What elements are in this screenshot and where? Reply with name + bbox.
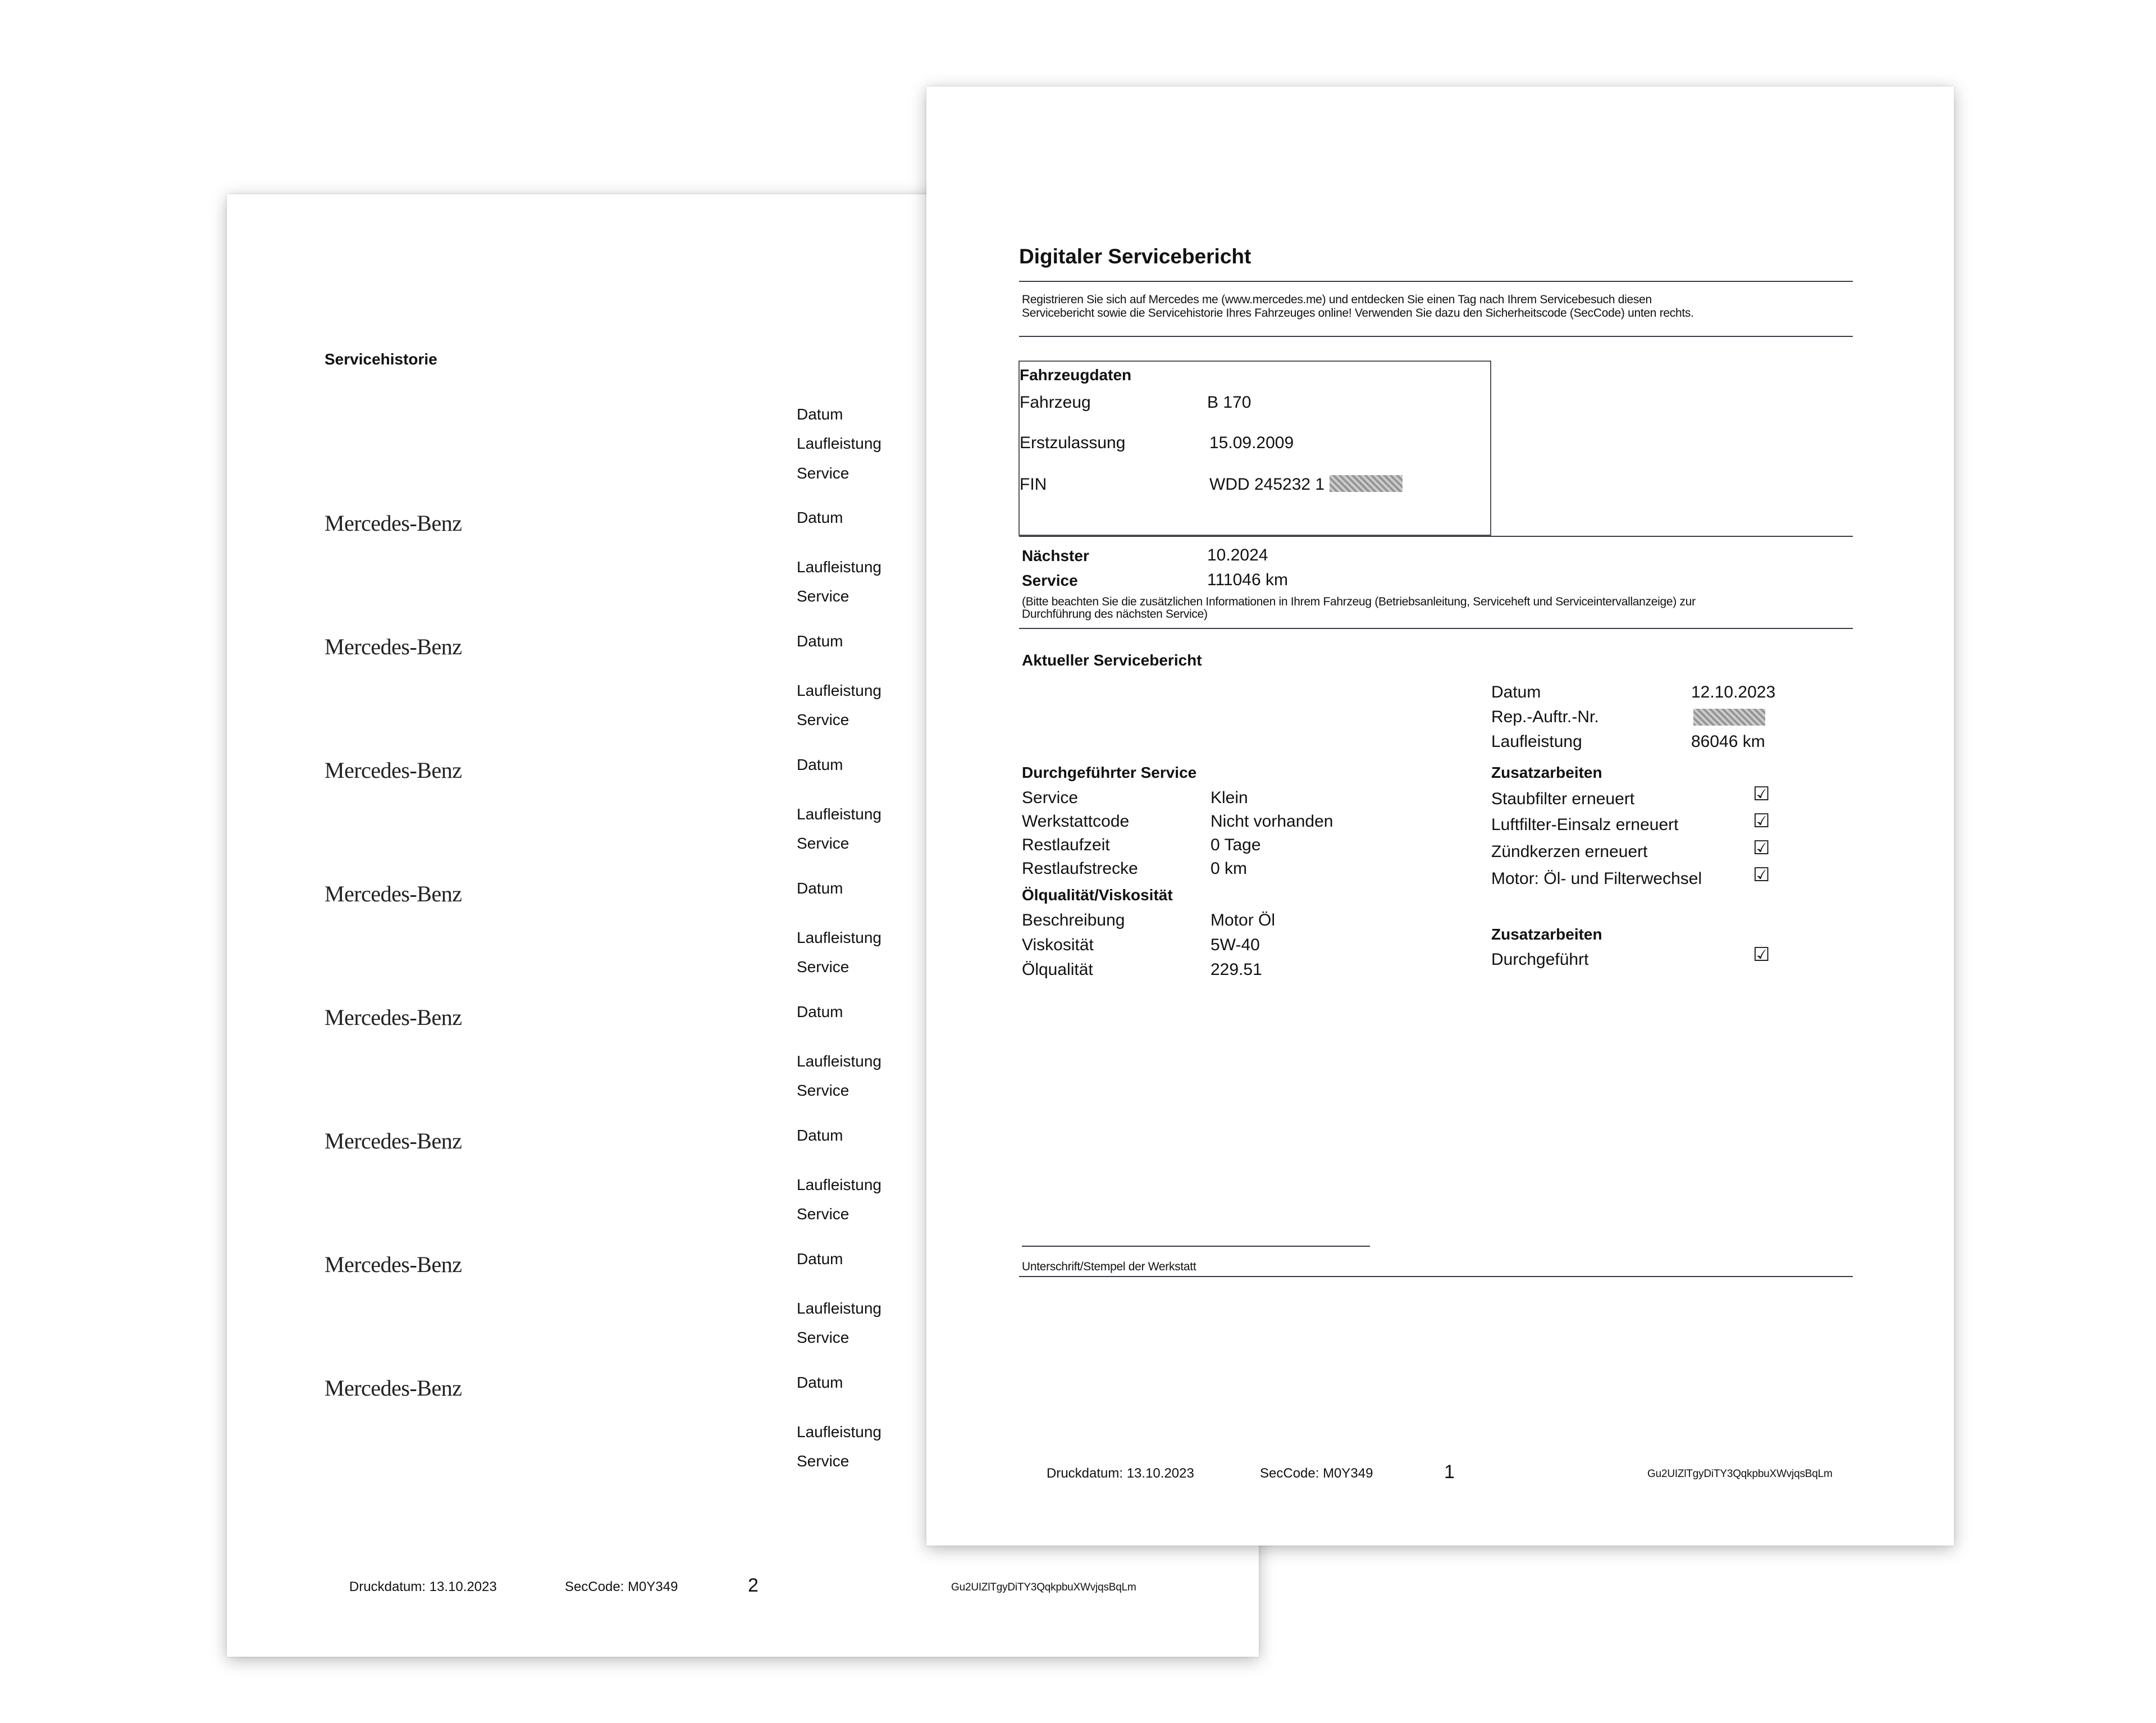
fin-redaction	[1330, 475, 1403, 492]
history-service-label: Service	[797, 464, 849, 482]
workshop-code-value: Nicht vorhanden	[1211, 812, 1333, 831]
intro-text-line2: Servicebericht sowie die Servicehistorie Ihres Fahrzeuges online! Verwenden Sie dazu den Sicherheitscode (SecCode) unten rechts.	[1022, 307, 1694, 320]
report-mileage-value: 86046 km	[1691, 732, 1765, 751]
next-service-note-line2: Durchführung des nächsten Service)	[1022, 608, 1208, 621]
additional-item: Staubfilter erneuert	[1491, 790, 1635, 808]
fin-value: WDD 245232 1	[1209, 475, 1325, 494]
remaining-time-label: Restlaufzeit	[1022, 836, 1110, 854]
intro-text-line1: Registrieren Sie sich auf Mercedes me (www.mercedes.me) und entdecken Sie einen Tag nach Ihrem Servicebesuch diesen	[1022, 293, 1652, 306]
history-mileage-label: Laufleistung	[797, 1052, 882, 1070]
history-date-label: Datum	[797, 632, 843, 650]
checkbox-checked-icon: ☑	[1753, 944, 1770, 965]
divider	[1019, 628, 1853, 629]
checkbox-checked-icon: ☑	[1753, 810, 1770, 832]
additional-work-heading-2: Zusatzarbeiten	[1491, 926, 1602, 943]
registration-value: 15.09.2009	[1209, 434, 1294, 452]
additional-item: Luftfilter-Einsalz erneuert	[1491, 815, 1679, 834]
remaining-distance-label: Restlaufstrecke	[1022, 859, 1138, 878]
additional-work-heading: Zusatzarbeiten	[1491, 764, 1602, 781]
history-date-label: Datum	[797, 1127, 843, 1144]
workshop-code-label: Werkstattcode	[1022, 812, 1130, 831]
page-number: 1	[1444, 1461, 1455, 1483]
viscosity-label: Viskosität	[1022, 936, 1094, 954]
next-service-label-2: Service	[1022, 572, 1078, 589]
page-number: 2	[748, 1575, 759, 1596]
mercedes-benz-logo: Mercedes-Benz	[325, 510, 462, 536]
security-hash: Gu2UIZlTgyDiTY3QqkpbuXWvjqsBqLm	[1647, 1468, 1833, 1480]
divider	[1019, 281, 1853, 282]
oil-quality-value: 229.51	[1211, 960, 1262, 979]
service-label: Service	[1022, 788, 1079, 807]
signature-line	[1022, 1246, 1370, 1247]
history-mileage-label: Laufleistung	[797, 929, 882, 946]
service-value: Klein	[1211, 788, 1248, 807]
order-number-label: Rep.-Auftr.-Nr.	[1491, 708, 1599, 726]
next-service-label-1: Nächster	[1022, 547, 1089, 564]
history-service-label: Service	[797, 835, 849, 852]
history-mileage-label: Laufleistung	[797, 805, 882, 823]
vehicle-data-heading: Fahrzeugdaten	[1020, 366, 1132, 384]
remaining-time-value: 0 Tage	[1211, 836, 1261, 854]
print-date: Druckdatum: 13.10.2023	[1047, 1466, 1194, 1481]
performed-service-heading: Durchgeführter Service	[1022, 764, 1197, 781]
mercedes-benz-logo: Mercedes-Benz	[325, 1375, 462, 1401]
history-mileage-label: Laufleistung	[797, 435, 882, 452]
performed-item: Durchgeführt	[1491, 950, 1589, 969]
seccode: SecCode: M0Y349	[1260, 1466, 1373, 1481]
history-date-label: Datum	[797, 756, 843, 773]
history-service-label: Service	[797, 1329, 849, 1346]
history-service-label: Service	[797, 711, 849, 728]
service-report-page	[926, 86, 1954, 1546]
history-date-label: Datum	[797, 1374, 843, 1391]
print-date: Druckdatum: 13.10.2023	[349, 1579, 497, 1594]
additional-item: Zündkerzen erneuert	[1491, 842, 1648, 861]
history-mileage-label: Laufleistung	[797, 682, 882, 699]
history-mileage-label: Laufleistung	[797, 1176, 882, 1193]
service-history-title: Servicehistorie	[325, 350, 437, 368]
report-date-label: Datum	[1491, 683, 1541, 701]
divider	[1019, 1276, 1853, 1277]
next-service-date: 10.2024	[1207, 546, 1268, 564]
remaining-distance-value: 0 km	[1211, 859, 1248, 878]
order-number-redaction	[1693, 709, 1765, 726]
divider	[1019, 336, 1853, 337]
signature-label: Unterschrift/Stempel der Werkstatt	[1022, 1260, 1196, 1273]
history-mileage-label: Laufleistung	[797, 558, 882, 576]
registration-label: Erstzulassung	[1020, 434, 1126, 452]
oil-quality-label: Ölqualität	[1022, 960, 1093, 979]
next-service-note-line1: (Bitte beachten Sie die zusätzlichen Informationen in Ihrem Fahrzeug (Betriebsanleitung, Serviceheft und Serviceintervallanzeige) zur	[1022, 595, 1696, 608]
history-mileage-label: Laufleistung	[797, 1300, 882, 1317]
mercedes-benz-logo: Mercedes-Benz	[325, 634, 462, 659]
additional-item: Motor: Öl- und Filterwechsel	[1491, 869, 1702, 888]
mercedes-benz-logo: Mercedes-Benz	[325, 758, 462, 783]
history-service-label: Service	[797, 587, 849, 605]
current-report-heading: Aktueller Servicebericht	[1022, 651, 1202, 669]
oil-heading: Ölqualität/Viskosität	[1022, 886, 1173, 904]
history-date-label: Datum	[797, 1003, 843, 1020]
history-service-label: Service	[797, 1205, 849, 1223]
vehicle-label: Fahrzeug	[1020, 393, 1091, 412]
history-mileage-label: Laufleistung	[797, 1423, 882, 1441]
mercedes-benz-logo: Mercedes-Benz	[325, 1128, 462, 1154]
report-mileage-label: Laufleistung	[1491, 732, 1582, 751]
mercedes-benz-logo: Mercedes-Benz	[325, 881, 462, 906]
vehicle-value: B 170	[1207, 393, 1251, 412]
divider	[1019, 536, 1853, 537]
seccode: SecCode: M0Y349	[565, 1579, 678, 1594]
fin-label: FIN	[1020, 475, 1047, 494]
history-service-label: Service	[797, 1082, 849, 1099]
mercedes-benz-logo: Mercedes-Benz	[325, 1252, 462, 1277]
oil-description-label: Beschreibung	[1022, 911, 1125, 929]
history-date-label: Datum	[797, 509, 843, 526]
security-hash: Gu2UIZlTgyDiTY3QqkpbuXWvjqsBqLm	[951, 1581, 1136, 1593]
checkbox-checked-icon: ☑	[1753, 837, 1770, 859]
mercedes-benz-logo: Mercedes-Benz	[325, 1005, 462, 1030]
next-service-mileage: 111046 km	[1207, 571, 1288, 589]
history-service-label: Service	[797, 1452, 849, 1470]
checkbox-checked-icon: ☑	[1753, 783, 1770, 805]
viscosity-value: 5W-40	[1211, 936, 1260, 954]
history-date-label: Datum	[797, 879, 843, 897]
checkbox-checked-icon: ☑	[1753, 864, 1770, 886]
history-date-label: Datum	[797, 405, 843, 423]
report-date-value: 12.10.2023	[1691, 683, 1776, 701]
oil-description-value: Motor Öl	[1211, 911, 1276, 929]
history-date-label: Datum	[797, 1250, 843, 1268]
report-title: Digitaler Servicebericht	[1019, 245, 1251, 268]
history-service-label: Service	[797, 958, 849, 976]
